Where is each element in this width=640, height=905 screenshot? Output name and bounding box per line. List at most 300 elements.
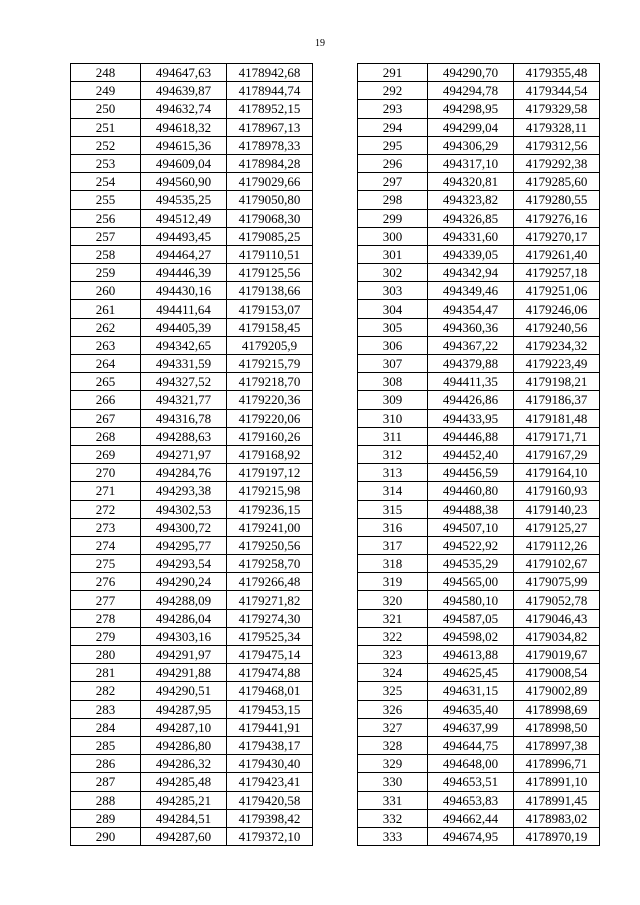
point-number-cell: 251 xyxy=(71,118,141,136)
point-number-cell: 291 xyxy=(358,64,428,82)
point-number-cell: 272 xyxy=(71,500,141,518)
point-number-cell: 324 xyxy=(358,664,428,682)
point-number-cell: 278 xyxy=(71,609,141,627)
x-coordinate-cell: 494295,77 xyxy=(141,536,227,554)
x-coordinate-cell: 494560,90 xyxy=(141,173,227,191)
x-coordinate-cell: 494331,59 xyxy=(141,355,227,373)
x-coordinate-cell: 494587,05 xyxy=(428,609,514,627)
table-row xyxy=(358,482,600,500)
x-coordinate-cell: 494405,39 xyxy=(141,318,227,336)
point-number-cell: 330 xyxy=(358,773,428,791)
point-number-cell: 307 xyxy=(358,355,428,373)
point-number-cell: 302 xyxy=(358,264,428,282)
y-coordinate-cell: 4179198,21 xyxy=(514,373,600,391)
x-coordinate-cell: 494613,88 xyxy=(428,646,514,664)
table-row xyxy=(358,518,600,536)
x-coordinate-cell: 494522,92 xyxy=(428,536,514,554)
point-number-cell: 264 xyxy=(71,355,141,373)
x-coordinate-cell: 494367,22 xyxy=(428,336,514,354)
y-coordinate-cell: 4178996,71 xyxy=(514,755,600,773)
y-coordinate-cell: 4179186,37 xyxy=(514,391,600,409)
x-coordinate-cell: 494580,10 xyxy=(428,591,514,609)
x-coordinate-cell: 494286,04 xyxy=(141,609,227,627)
table-row xyxy=(71,682,313,700)
table-row xyxy=(71,627,313,645)
table-row xyxy=(358,646,600,664)
y-coordinate-cell: 4178983,02 xyxy=(514,809,600,827)
point-number-cell: 293 xyxy=(358,100,428,118)
point-number-cell: 315 xyxy=(358,500,428,518)
y-coordinate-cell: 4179251,06 xyxy=(514,282,600,300)
table-row xyxy=(358,154,600,172)
table-row xyxy=(358,209,600,227)
table-row xyxy=(71,809,313,827)
table-row xyxy=(71,82,313,100)
y-coordinate-cell: 4179125,56 xyxy=(227,264,313,282)
point-number-cell: 287 xyxy=(71,773,141,791)
point-number-cell: 328 xyxy=(358,736,428,754)
table-row xyxy=(358,700,600,718)
y-coordinate-cell: 4179246,06 xyxy=(514,300,600,318)
table-row xyxy=(358,245,600,263)
x-coordinate-cell: 494326,85 xyxy=(428,209,514,227)
x-coordinate-cell: 494535,29 xyxy=(428,555,514,573)
y-coordinate-cell: 4179046,43 xyxy=(514,609,600,627)
table-row xyxy=(71,736,313,754)
point-number-cell: 294 xyxy=(358,118,428,136)
table-row xyxy=(358,264,600,282)
y-coordinate-cell: 4179257,18 xyxy=(514,264,600,282)
y-coordinate-cell: 4179140,23 xyxy=(514,500,600,518)
x-coordinate-cell: 494306,29 xyxy=(428,136,514,154)
table-row xyxy=(358,445,600,463)
x-coordinate-cell: 494302,53 xyxy=(141,500,227,518)
point-number-cell: 270 xyxy=(71,464,141,482)
x-coordinate-cell: 494452,40 xyxy=(428,445,514,463)
y-coordinate-cell: 4179328,11 xyxy=(514,118,600,136)
table-row xyxy=(358,336,600,354)
point-number-cell: 303 xyxy=(358,282,428,300)
point-number-cell: 301 xyxy=(358,245,428,263)
point-number-cell: 321 xyxy=(358,609,428,627)
point-number-cell: 276 xyxy=(71,573,141,591)
table-row xyxy=(358,282,600,300)
table-row xyxy=(71,445,313,463)
y-coordinate-cell: 4179160,26 xyxy=(227,427,313,445)
x-coordinate-cell: 494446,39 xyxy=(141,264,227,282)
point-number-cell: 304 xyxy=(358,300,428,318)
x-coordinate-cell: 494323,82 xyxy=(428,191,514,209)
x-coordinate-cell: 494299,04 xyxy=(428,118,514,136)
x-coordinate-cell: 494316,78 xyxy=(141,409,227,427)
point-number-cell: 252 xyxy=(71,136,141,154)
y-coordinate-cell: 4179002,89 xyxy=(514,682,600,700)
y-coordinate-cell: 4179274,30 xyxy=(227,609,313,627)
table-row xyxy=(358,118,600,136)
x-coordinate-cell: 494360,36 xyxy=(428,318,514,336)
point-number-cell: 273 xyxy=(71,518,141,536)
point-number-cell: 288 xyxy=(71,791,141,809)
point-number-cell: 282 xyxy=(71,682,141,700)
x-coordinate-cell: 494456,59 xyxy=(428,464,514,482)
table-row xyxy=(358,373,600,391)
x-coordinate-cell: 494648,00 xyxy=(428,755,514,773)
y-coordinate-cell: 4178991,45 xyxy=(514,791,600,809)
x-coordinate-cell: 494293,38 xyxy=(141,482,227,500)
table-row xyxy=(358,827,600,845)
table-row xyxy=(358,136,600,154)
point-number-cell: 284 xyxy=(71,718,141,736)
point-number-cell: 310 xyxy=(358,409,428,427)
table-row xyxy=(71,154,313,172)
point-number-cell: 260 xyxy=(71,282,141,300)
table-row xyxy=(358,227,600,245)
table-row xyxy=(358,573,600,591)
y-coordinate-cell: 4179372,10 xyxy=(227,827,313,845)
table-row xyxy=(358,609,600,627)
table-row xyxy=(71,536,313,554)
y-coordinate-cell: 4178970,19 xyxy=(514,827,600,845)
y-coordinate-cell: 4179215,79 xyxy=(227,355,313,373)
y-coordinate-cell: 4179220,06 xyxy=(227,409,313,427)
x-coordinate-cell: 494411,35 xyxy=(428,373,514,391)
table-row xyxy=(358,82,600,100)
point-number-cell: 297 xyxy=(358,173,428,191)
table-row xyxy=(358,191,600,209)
y-coordinate-cell: 4179344,54 xyxy=(514,82,600,100)
y-coordinate-cell: 4179261,40 xyxy=(514,245,600,263)
point-number-cell: 280 xyxy=(71,646,141,664)
table-row xyxy=(71,100,313,118)
point-number-cell: 299 xyxy=(358,209,428,227)
point-number-cell: 254 xyxy=(71,173,141,191)
x-coordinate-cell: 494342,65 xyxy=(141,336,227,354)
point-number-cell: 312 xyxy=(358,445,428,463)
y-coordinate-cell: 4179240,56 xyxy=(514,318,600,336)
x-coordinate-cell: 494354,47 xyxy=(428,300,514,318)
y-coordinate-cell: 4179215,98 xyxy=(227,482,313,500)
point-number-cell: 258 xyxy=(71,245,141,263)
point-number-cell: 327 xyxy=(358,718,428,736)
point-number-cell: 265 xyxy=(71,373,141,391)
point-number-cell: 317 xyxy=(358,536,428,554)
x-coordinate-cell: 494339,05 xyxy=(428,245,514,263)
y-coordinate-cell: 4178997,38 xyxy=(514,736,600,754)
x-coordinate-cell: 494637,99 xyxy=(428,718,514,736)
y-coordinate-cell: 4179160,93 xyxy=(514,482,600,500)
x-coordinate-cell: 494285,48 xyxy=(141,773,227,791)
x-coordinate-cell: 494464,27 xyxy=(141,245,227,263)
table-row xyxy=(71,209,313,227)
table-row xyxy=(358,300,600,318)
x-coordinate-cell: 494647,63 xyxy=(141,64,227,82)
y-coordinate-cell: 4179029,66 xyxy=(227,173,313,191)
table-row xyxy=(71,827,313,845)
x-coordinate-cell: 494433,95 xyxy=(428,409,514,427)
table-row xyxy=(71,700,313,718)
y-coordinate-cell: 4179034,82 xyxy=(514,627,600,645)
y-coordinate-cell: 4179423,41 xyxy=(227,773,313,791)
y-coordinate-cell: 4179168,92 xyxy=(227,445,313,463)
table-row xyxy=(71,227,313,245)
point-number-cell: 308 xyxy=(358,373,428,391)
point-number-cell: 295 xyxy=(358,136,428,154)
table-row xyxy=(71,464,313,482)
y-coordinate-cell: 4179205,9 xyxy=(227,336,313,354)
point-number-cell: 305 xyxy=(358,318,428,336)
y-coordinate-cell: 4179475,14 xyxy=(227,646,313,664)
x-coordinate-cell: 494493,45 xyxy=(141,227,227,245)
x-coordinate-cell: 494379,88 xyxy=(428,355,514,373)
page-number: 19 xyxy=(315,38,325,49)
x-coordinate-cell: 494635,40 xyxy=(428,700,514,718)
y-coordinate-cell: 4179312,56 xyxy=(514,136,600,154)
y-coordinate-cell: 4179075,99 xyxy=(514,573,600,591)
y-coordinate-cell: 4179250,56 xyxy=(227,536,313,554)
point-number-cell: 332 xyxy=(358,809,428,827)
point-number-cell: 318 xyxy=(358,555,428,573)
y-coordinate-cell: 4179220,36 xyxy=(227,391,313,409)
y-coordinate-cell: 4179019,67 xyxy=(514,646,600,664)
point-number-cell: 286 xyxy=(71,755,141,773)
table-row xyxy=(358,391,600,409)
y-coordinate-cell: 4179525,34 xyxy=(227,627,313,645)
table-row xyxy=(358,755,600,773)
y-coordinate-cell: 4179158,45 xyxy=(227,318,313,336)
x-coordinate-cell: 494625,45 xyxy=(428,664,514,682)
point-number-cell: 267 xyxy=(71,409,141,427)
table-row xyxy=(358,464,600,482)
table-row xyxy=(71,264,313,282)
table-row xyxy=(71,136,313,154)
y-coordinate-cell: 4179241,00 xyxy=(227,518,313,536)
point-number-cell: 279 xyxy=(71,627,141,645)
table-row xyxy=(71,173,313,191)
x-coordinate-cell: 494632,74 xyxy=(141,100,227,118)
point-number-cell: 256 xyxy=(71,209,141,227)
point-number-cell: 285 xyxy=(71,736,141,754)
y-coordinate-cell: 4179468,01 xyxy=(227,682,313,700)
table-row xyxy=(71,427,313,445)
x-coordinate-cell: 494286,32 xyxy=(141,755,227,773)
table-row xyxy=(71,300,313,318)
table-row xyxy=(358,591,600,609)
x-coordinate-cell: 494294,78 xyxy=(428,82,514,100)
point-number-cell: 277 xyxy=(71,591,141,609)
table-row xyxy=(71,245,313,263)
table-row xyxy=(358,736,600,754)
table-row xyxy=(71,664,313,682)
x-coordinate-cell: 494342,94 xyxy=(428,264,514,282)
table-row xyxy=(358,64,600,82)
table-row xyxy=(358,682,600,700)
point-number-cell: 329 xyxy=(358,755,428,773)
y-coordinate-cell: 4179271,82 xyxy=(227,591,313,609)
point-number-cell: 263 xyxy=(71,336,141,354)
x-coordinate-cell: 494446,88 xyxy=(428,427,514,445)
y-coordinate-cell: 4179234,32 xyxy=(514,336,600,354)
y-coordinate-cell: 4179181,48 xyxy=(514,409,600,427)
x-coordinate-cell: 494303,16 xyxy=(141,627,227,645)
point-number-cell: 319 xyxy=(358,573,428,591)
x-coordinate-cell: 494320,81 xyxy=(428,173,514,191)
y-coordinate-cell: 4179276,16 xyxy=(514,209,600,227)
table-row xyxy=(358,100,600,118)
x-coordinate-cell: 494565,00 xyxy=(428,573,514,591)
point-number-cell: 298 xyxy=(358,191,428,209)
point-number-cell: 283 xyxy=(71,700,141,718)
x-coordinate-cell: 494615,36 xyxy=(141,136,227,154)
y-coordinate-cell: 4179236,15 xyxy=(227,500,313,518)
y-coordinate-cell: 4179110,51 xyxy=(227,245,313,263)
table-row xyxy=(71,118,313,136)
y-coordinate-cell: 4178998,50 xyxy=(514,718,600,736)
table-row xyxy=(358,427,600,445)
y-coordinate-cell: 4179420,58 xyxy=(227,791,313,809)
point-number-cell: 309 xyxy=(358,391,428,409)
table-row xyxy=(358,500,600,518)
point-number-cell: 300 xyxy=(358,227,428,245)
point-number-cell: 259 xyxy=(71,264,141,282)
point-number-cell: 325 xyxy=(358,682,428,700)
point-number-cell: 306 xyxy=(358,336,428,354)
x-coordinate-cell: 494507,10 xyxy=(428,518,514,536)
table-row xyxy=(71,336,313,354)
x-coordinate-cell: 494662,44 xyxy=(428,809,514,827)
table-row xyxy=(358,627,600,645)
x-coordinate-cell: 494291,97 xyxy=(141,646,227,664)
y-coordinate-cell: 4179430,40 xyxy=(227,755,313,773)
table-row xyxy=(71,791,313,809)
point-number-cell: 262 xyxy=(71,318,141,336)
point-number-cell: 281 xyxy=(71,664,141,682)
x-coordinate-cell: 494349,46 xyxy=(428,282,514,300)
table-row xyxy=(71,409,313,427)
point-number-cell: 290 xyxy=(71,827,141,845)
y-coordinate-cell: 4179153,07 xyxy=(227,300,313,318)
point-number-cell: 333 xyxy=(358,827,428,845)
table-row xyxy=(358,173,600,191)
table-row xyxy=(71,518,313,536)
x-coordinate-cell: 494288,63 xyxy=(141,427,227,445)
y-coordinate-cell: 4179218,70 xyxy=(227,373,313,391)
x-coordinate-cell: 494288,09 xyxy=(141,591,227,609)
y-coordinate-cell: 4179398,42 xyxy=(227,809,313,827)
x-coordinate-cell: 494287,60 xyxy=(141,827,227,845)
table-row xyxy=(358,773,600,791)
x-coordinate-cell: 494653,83 xyxy=(428,791,514,809)
y-coordinate-cell: 4179164,10 xyxy=(514,464,600,482)
table-row xyxy=(71,773,313,791)
table-row xyxy=(358,318,600,336)
table-row xyxy=(71,573,313,591)
x-coordinate-cell: 494317,10 xyxy=(428,154,514,172)
table-row xyxy=(358,409,600,427)
x-coordinate-cell: 494290,24 xyxy=(141,573,227,591)
point-number-cell: 314 xyxy=(358,482,428,500)
point-number-cell: 275 xyxy=(71,555,141,573)
x-coordinate-cell: 494290,51 xyxy=(141,682,227,700)
table-row xyxy=(71,646,313,664)
y-coordinate-cell: 4179008,54 xyxy=(514,664,600,682)
y-coordinate-cell: 4178944,74 xyxy=(227,82,313,100)
coordinates-table-right xyxy=(357,63,600,846)
table-row xyxy=(71,318,313,336)
y-coordinate-cell: 4179052,78 xyxy=(514,591,600,609)
point-number-cell: 269 xyxy=(71,445,141,463)
point-number-cell: 255 xyxy=(71,191,141,209)
point-number-cell: 313 xyxy=(358,464,428,482)
table-row xyxy=(358,809,600,827)
y-coordinate-cell: 4178984,28 xyxy=(227,154,313,172)
table-row xyxy=(71,755,313,773)
x-coordinate-cell: 494639,87 xyxy=(141,82,227,100)
x-coordinate-cell: 494291,88 xyxy=(141,664,227,682)
point-number-cell: 248 xyxy=(71,64,141,82)
table-row xyxy=(71,591,313,609)
y-coordinate-cell: 4179223,49 xyxy=(514,355,600,373)
x-coordinate-cell: 494598,02 xyxy=(428,627,514,645)
x-coordinate-cell: 494618,32 xyxy=(141,118,227,136)
y-coordinate-cell: 4179441,91 xyxy=(227,718,313,736)
y-coordinate-cell: 4179292,38 xyxy=(514,154,600,172)
point-number-cell: 323 xyxy=(358,646,428,664)
table-row xyxy=(358,791,600,809)
x-coordinate-cell: 494488,38 xyxy=(428,500,514,518)
x-coordinate-cell: 494290,70 xyxy=(428,64,514,82)
point-number-cell: 268 xyxy=(71,427,141,445)
point-number-cell: 250 xyxy=(71,100,141,118)
x-coordinate-cell: 494674,95 xyxy=(428,827,514,845)
point-number-cell: 253 xyxy=(71,154,141,172)
y-coordinate-cell: 4179102,67 xyxy=(514,555,600,573)
table-row xyxy=(358,536,600,554)
coordinates-table-left xyxy=(70,63,313,846)
x-coordinate-cell: 494535,25 xyxy=(141,191,227,209)
x-coordinate-cell: 494298,95 xyxy=(428,100,514,118)
table-row xyxy=(71,718,313,736)
y-coordinate-cell: 4179270,17 xyxy=(514,227,600,245)
x-coordinate-cell: 494271,97 xyxy=(141,445,227,463)
table-row xyxy=(71,391,313,409)
y-coordinate-cell: 4178998,69 xyxy=(514,700,600,718)
point-number-cell: 289 xyxy=(71,809,141,827)
y-coordinate-cell: 4179171,71 xyxy=(514,427,600,445)
table-row xyxy=(71,373,313,391)
y-coordinate-cell: 4178967,13 xyxy=(227,118,313,136)
x-coordinate-cell: 494653,51 xyxy=(428,773,514,791)
point-number-cell: 322 xyxy=(358,627,428,645)
table-row xyxy=(71,609,313,627)
x-coordinate-cell: 494287,10 xyxy=(141,718,227,736)
y-coordinate-cell: 4179453,15 xyxy=(227,700,313,718)
y-coordinate-cell: 4179329,58 xyxy=(514,100,600,118)
y-coordinate-cell: 4179167,29 xyxy=(514,445,600,463)
x-coordinate-cell: 494512,49 xyxy=(141,209,227,227)
point-number-cell: 261 xyxy=(71,300,141,318)
point-number-cell: 320 xyxy=(358,591,428,609)
y-coordinate-cell: 4179085,25 xyxy=(227,227,313,245)
table-row xyxy=(71,191,313,209)
point-number-cell: 296 xyxy=(358,154,428,172)
x-coordinate-cell: 494644,75 xyxy=(428,736,514,754)
x-coordinate-cell: 494284,51 xyxy=(141,809,227,827)
y-coordinate-cell: 4178952,15 xyxy=(227,100,313,118)
x-coordinate-cell: 494300,72 xyxy=(141,518,227,536)
x-coordinate-cell: 494321,77 xyxy=(141,391,227,409)
x-coordinate-cell: 494609,04 xyxy=(141,154,227,172)
x-coordinate-cell: 494327,52 xyxy=(141,373,227,391)
